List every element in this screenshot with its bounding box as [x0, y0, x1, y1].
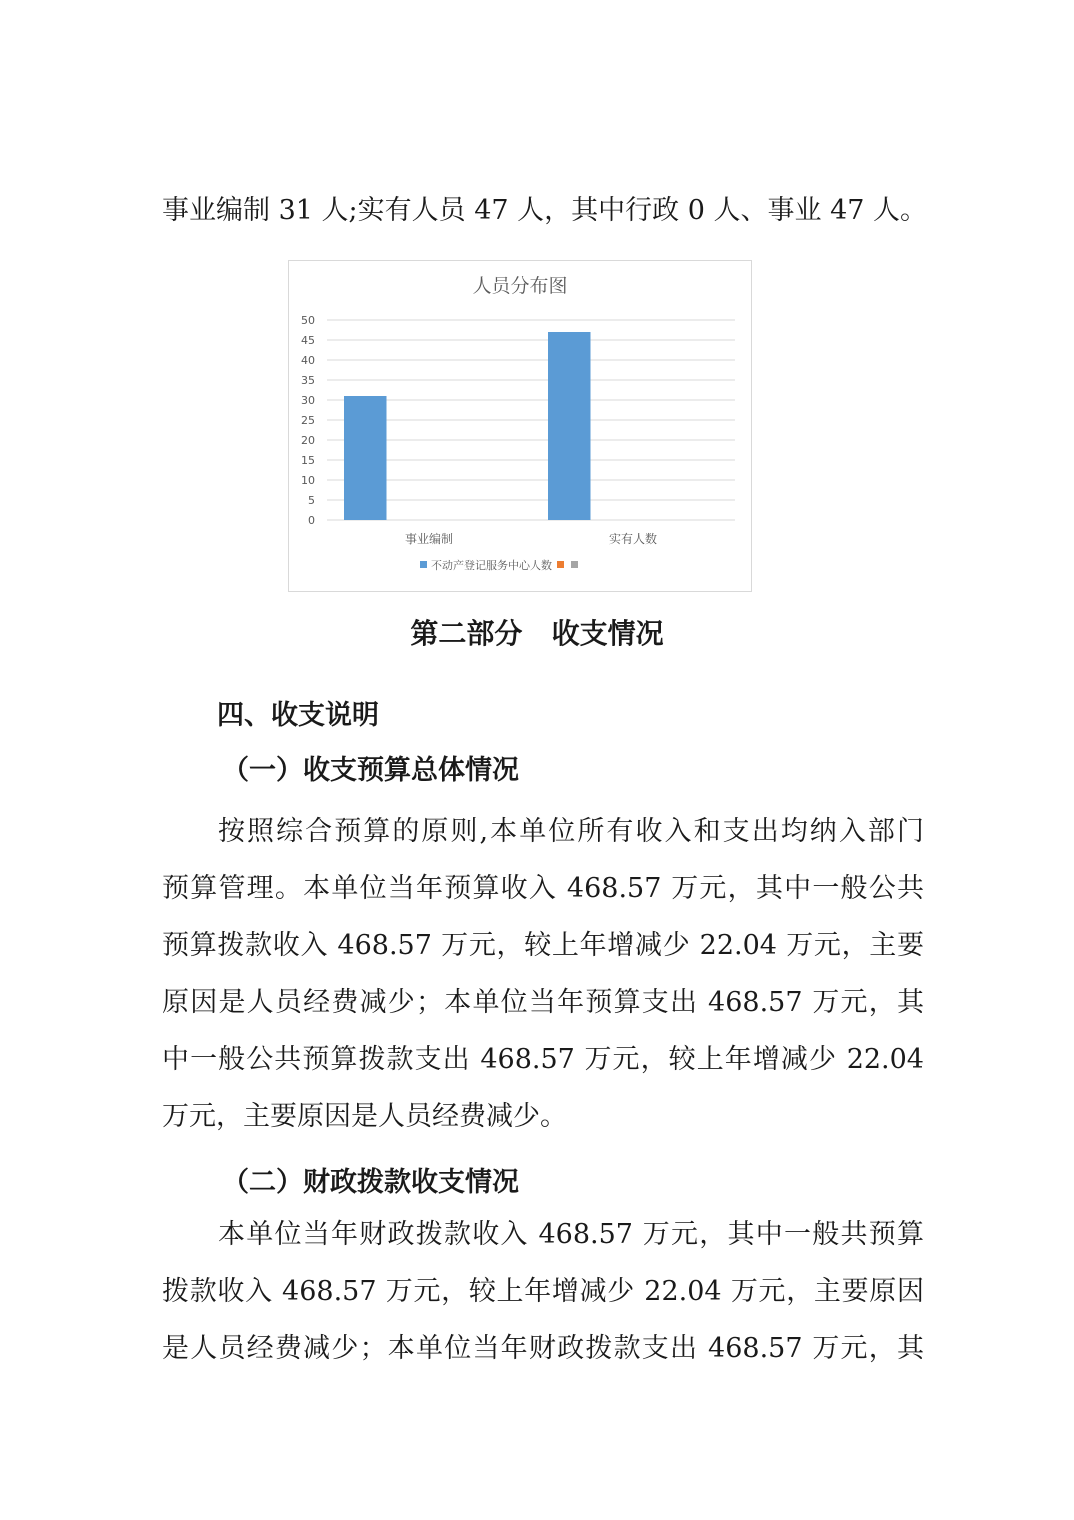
- y-tick-label: 40: [301, 354, 315, 367]
- intro-line: 事业编制 31 人;实有人员 47 人，其中行政 0 人、事业 47 人。: [162, 195, 928, 226]
- x-category-label: 事业编制: [404, 532, 454, 546]
- subsection-heading-1: （一）收支预算总体情况: [222, 755, 519, 786]
- sub1-line-1: 按照综合预算的原则,本单位所有收入和支出均纳入部门: [218, 816, 924, 847]
- y-axis-ticks: [301, 314, 315, 527]
- sub2-line-1: 本单位当年财政拨款收入 468.57 万元，其中一般共预算: [218, 1219, 924, 1250]
- y-tick-label: 0: [308, 514, 315, 527]
- subsection-heading-2: （二）财政拨款收支情况: [222, 1167, 519, 1198]
- legend-swatch: [557, 561, 564, 568]
- chart-gridlines: [327, 320, 735, 520]
- y-tick-label: 20: [301, 434, 315, 447]
- section-heading-4: 四、收支说明: [217, 700, 379, 731]
- sub1-line-2: 预算管理。本单位当年预算收入 468.57 万元，其中一般公共: [162, 873, 924, 904]
- legend-swatch: [571, 561, 578, 568]
- staff-distribution-chart: [288, 260, 752, 592]
- y-tick-label: 25: [301, 414, 315, 427]
- bar: [548, 332, 591, 520]
- sub2-line-3: 是人员经费减少；本单位当年财政拨款支出 468.57 万元，其: [162, 1333, 924, 1364]
- legend-swatch: [420, 561, 427, 568]
- chart-title: 人员分布图: [472, 275, 568, 297]
- sub2-line-2: 拨款收入 468.57 万元，较上年增减少 22.04 万元，主要原因: [162, 1276, 924, 1307]
- bar: [344, 396, 387, 520]
- x-category-label: 实有人数: [608, 532, 658, 546]
- legend-label: 不动产登记服务中心人数: [431, 559, 552, 572]
- chart-svg: [289, 261, 751, 591]
- y-tick-label: 10: [301, 474, 315, 487]
- sub1-line-4: 原因是人员经费减少；本单位当年预算支出 468.57 万元，其: [162, 987, 924, 1018]
- y-tick-label: 30: [301, 394, 315, 407]
- chart-legend: [420, 558, 578, 572]
- y-tick-label: 15: [301, 454, 315, 467]
- sub1-line-3: 预算拨款收入 468.57 万元，较上年增减少 22.04 万元，主要: [162, 930, 924, 961]
- y-tick-label: 35: [301, 374, 315, 387]
- sub1-line-6: 万元，主要原因是人员经费减少。: [162, 1101, 567, 1132]
- y-tick-label: 5: [308, 494, 315, 507]
- y-tick-label: 45: [301, 334, 315, 347]
- part-title: 第二部分 收支情况: [410, 617, 664, 650]
- y-tick-label: 50: [301, 314, 315, 327]
- x-axis-categories: [405, 531, 657, 546]
- sub1-line-5: 中一般公共预算拨款支出 468.57 万元，较上年增减少 22.04: [162, 1044, 924, 1075]
